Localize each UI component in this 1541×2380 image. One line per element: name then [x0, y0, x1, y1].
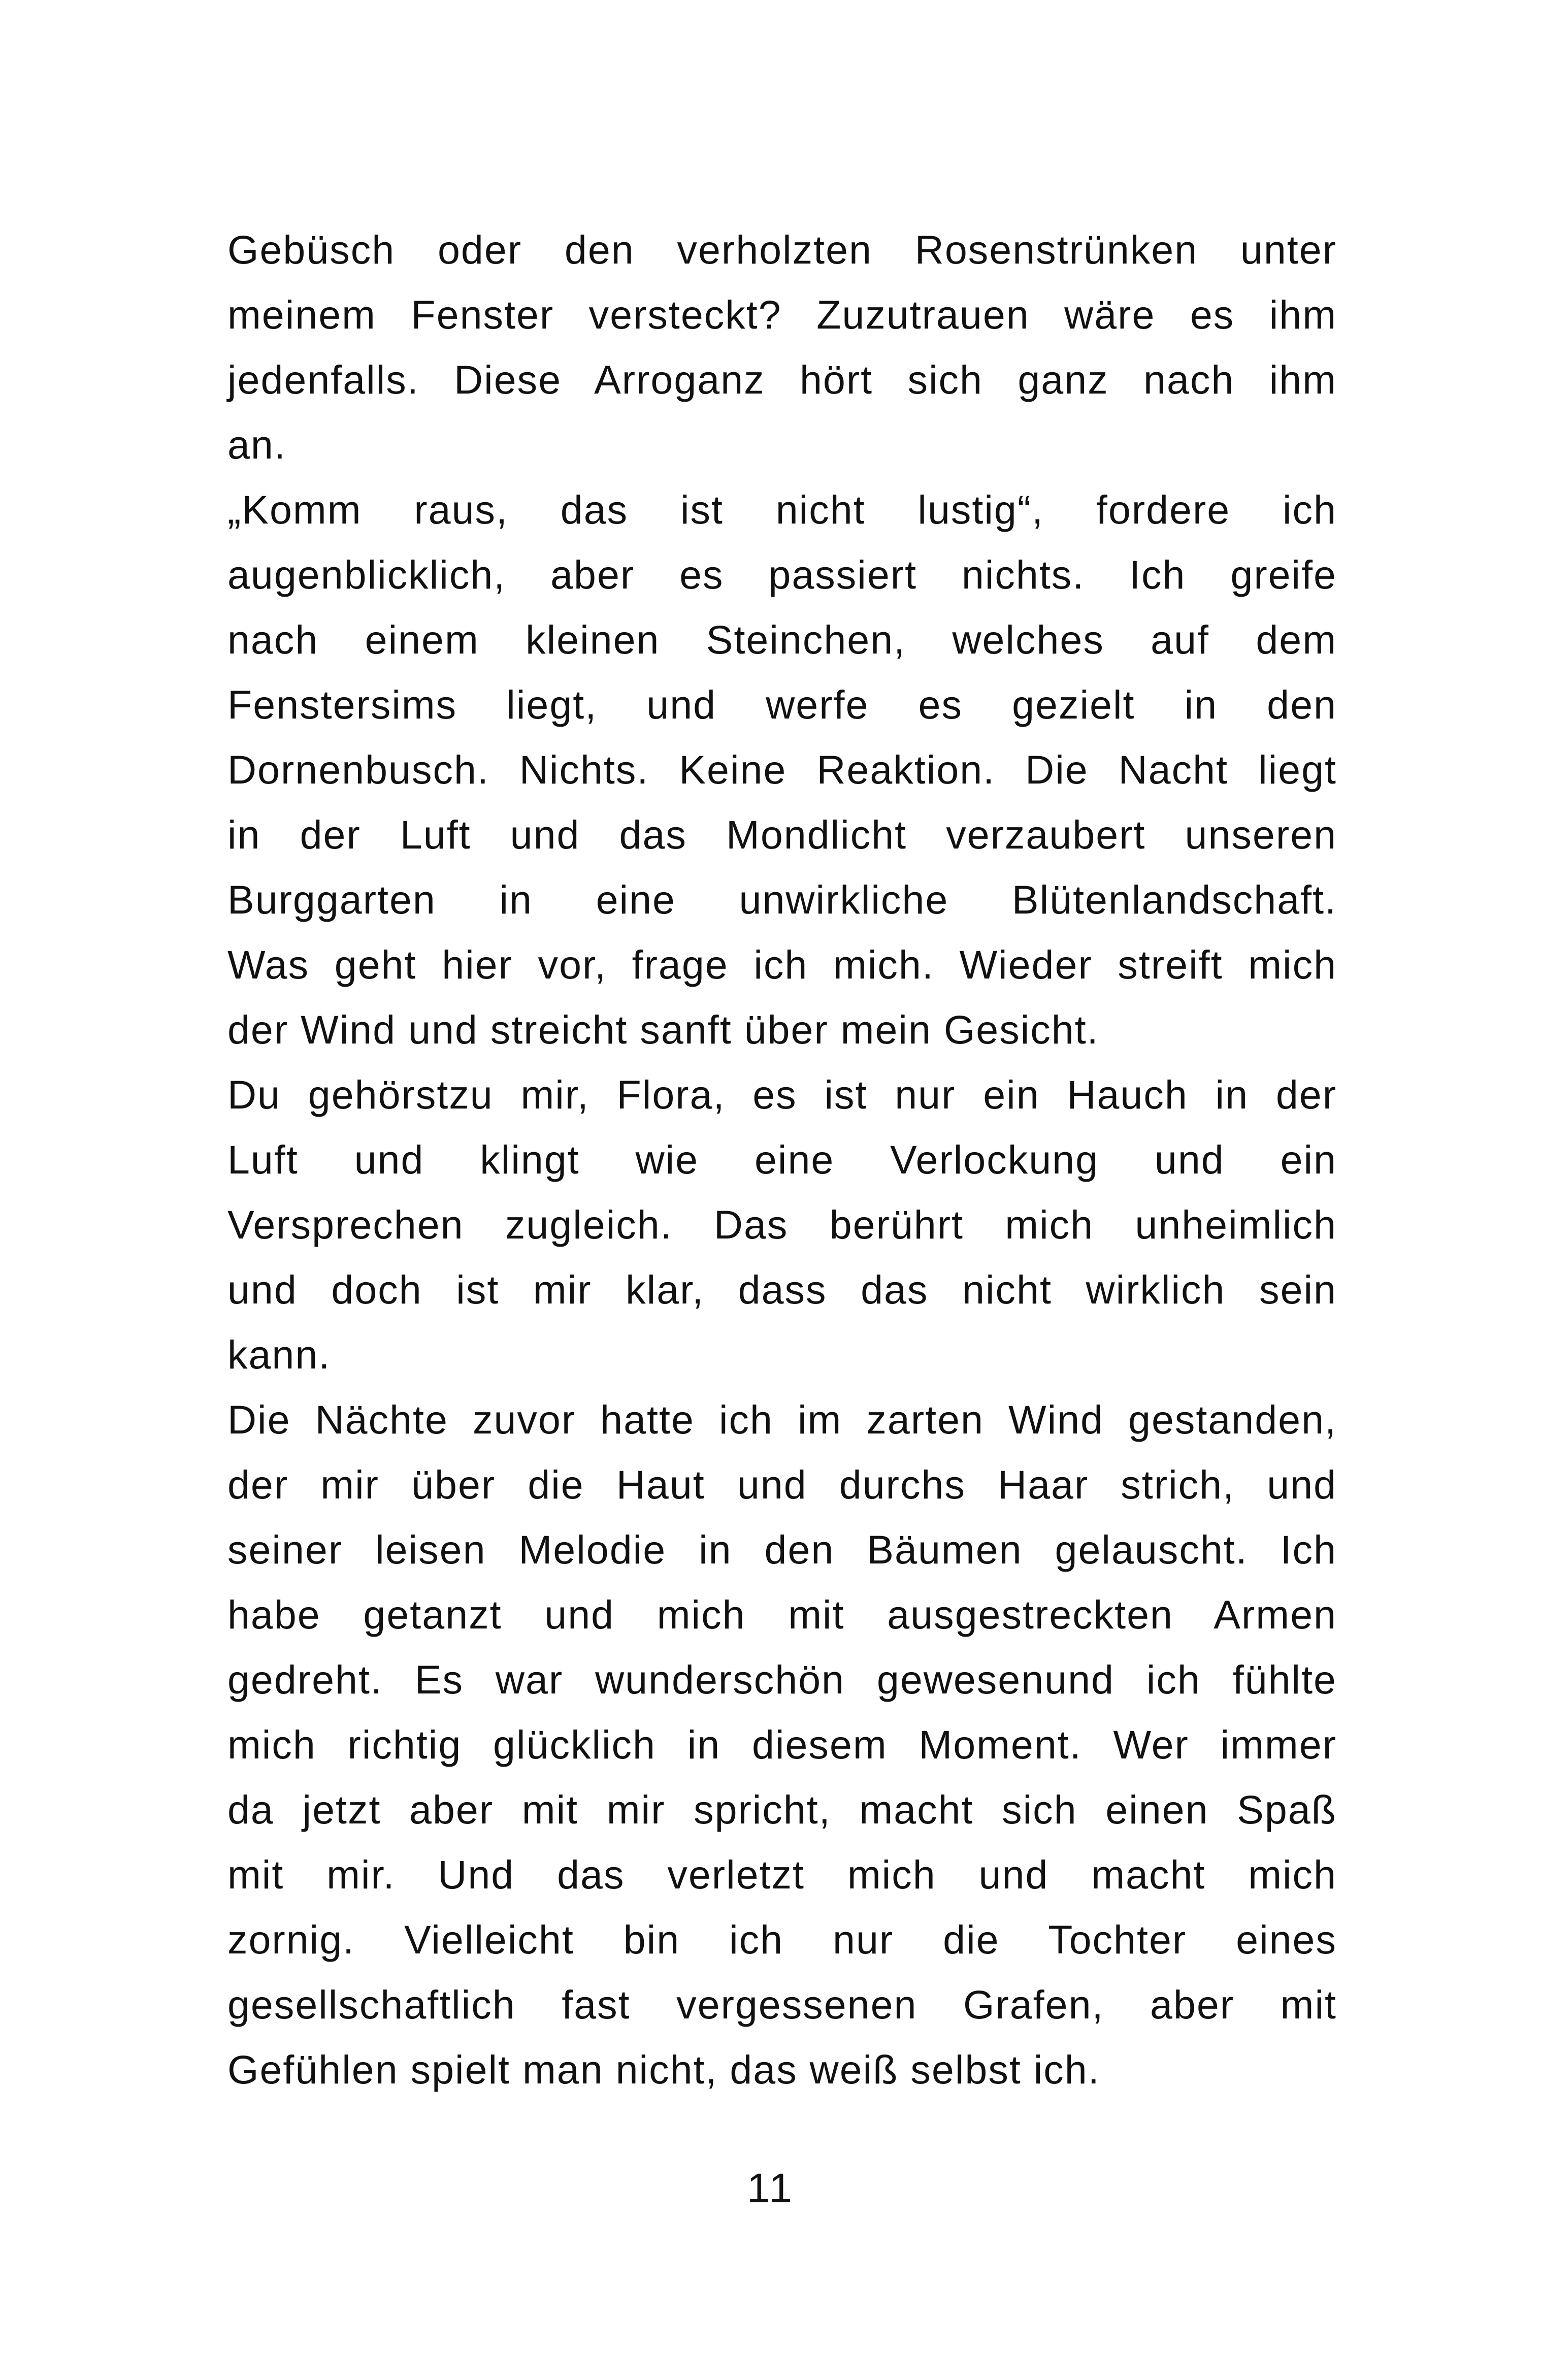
text-line: Versprechen zugleich. Das berührt mich unheimlich [227, 1202, 1337, 1247]
text-line: meinem Fenster versteckt? Zuzutrauen wäre es ihm [227, 292, 1337, 337]
text-line: mich richtig glücklich in diesem Moment. Wer immer [227, 1722, 1337, 1767]
text-line: Dornenbusch. Nichts. Keine Reaktion. Die Nacht liegt [227, 747, 1337, 792]
text-line: jedenfalls. Diese Arroganz hört sich ganz nach ihm [227, 357, 1337, 402]
text-line: Luft und klingt wie eine Verlockung und ein [227, 1137, 1337, 1182]
text-line: Fenstersims liegt, und werfe es gezielt in den [227, 682, 1337, 727]
text-line: an. [227, 422, 286, 467]
text-line: da jetzt aber mit mir spricht, macht sich einen Spaß [227, 1787, 1337, 1832]
text-line: mit mir. Und das verletzt mich und macht mich [227, 1852, 1337, 1897]
text-line: der mir über die Haut und durchs Haar strich, und [227, 1462, 1337, 1507]
text-line: Gefühlen spielt man nicht, das weiß selbst ich. [227, 2047, 1100, 2092]
text-line: „Komm raus, das ist nicht lustig“, fordere ich [227, 487, 1337, 532]
text-line: Du gehörstzu mir, Flora, es ist nur ein Hauch in der [227, 1072, 1337, 1117]
text-line: der Wind und streicht sanft über mein Gesicht. [227, 1007, 1099, 1052]
text-line: augenblicklich, aber es passiert nichts. Ich greife [227, 552, 1337, 597]
text-line: gedreht. Es war wunderschön gewesenund ich fühlte [227, 1657, 1337, 1702]
text-line: und doch ist mir klar, dass das nicht wirklich sein [227, 1267, 1337, 1312]
text-line: kann. [227, 1332, 331, 1377]
text-line: nach einem kleinen Steinchen, welches auf dem [227, 617, 1337, 662]
text-line: seiner leisen Melodie in den Bäumen gelauscht. Ich [227, 1527, 1337, 1572]
text-line: Was geht hier vor, frage ich mich. Wieder streift mich [227, 942, 1337, 987]
text-line: habe getanzt und mich mit ausgestreckten Armen [227, 1592, 1337, 1637]
text-line: Die Nächte zuvor hatte ich im zarten Wind gestanden, [227, 1397, 1337, 1442]
text-line: zornig. Vielleicht bin ich nur die Tochter eines [227, 1917, 1337, 1962]
text-line: Gebüsch oder den verholzten Rosenstrünken unter [227, 227, 1337, 272]
text-line: in der Luft und das Mondlicht verzaubert unseren [227, 812, 1337, 857]
text-line: Burggarten in eine unwirkliche Blütenlandschaft. [227, 877, 1337, 922]
text-line: gesellschaftlich fast vergessenen Grafen, aber mit [227, 1982, 1337, 2027]
page-number: 11 [746, 2165, 795, 2211]
